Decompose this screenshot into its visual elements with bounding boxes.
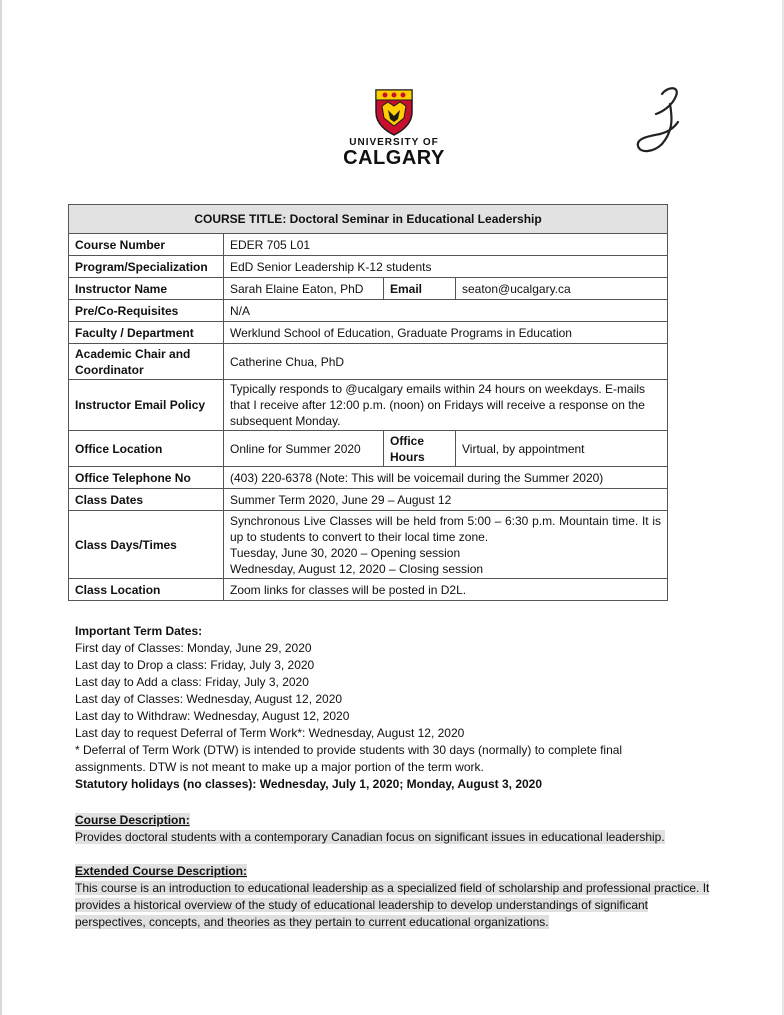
program-value: EdD Senior Leadership K-12 students: [224, 256, 668, 278]
class-dates-value: Summer Term 2020, June 29 – August 12: [224, 489, 668, 511]
table-row: [69, 300, 668, 322]
class-location-label: Class Location: [69, 579, 224, 601]
class-days-line: Wednesday, August 12, 2020 – Closing session: [230, 561, 484, 576]
table-row: [69, 205, 668, 234]
extended-description-section: [75, 863, 715, 931]
table-row: [69, 234, 668, 256]
office-hours-label: Office Hours: [384, 431, 456, 467]
term-date-item: Last day to Add a class: Friday, July 3, 2020: [75, 675, 309, 689]
term-date-item: Last day to Withdraw: Wednesday, August 12, 2020: [75, 709, 350, 723]
table-row: [69, 278, 668, 300]
logo-line2: CALGARY: [343, 147, 445, 169]
page-edge: [0, 0, 2, 1015]
class-location-value: Zoom links for classes will be posted in D2L.: [224, 579, 668, 601]
telephone-label: Office Telephone No: [69, 467, 224, 489]
table-row: [69, 511, 668, 579]
program-label: Program/Specialization: [69, 256, 224, 278]
prereq-value: N/A: [224, 300, 668, 322]
term-dates-section: [75, 623, 715, 793]
course-description-heading: Course Description:: [75, 813, 190, 827]
university-logo: [338, 86, 450, 178]
email-policy-value: Typically responds to @ucalgary emails within 24 hours on weekdays. E-mails that I receive after 12:00 p.m. (noon) on Fridays will receive a response on the subsequent Monday.: [224, 380, 668, 431]
logo-line1: UNIVERSITY OF: [349, 137, 439, 148]
course-number-label: Course Number: [69, 234, 224, 256]
dtw-note: * Deferral of Term Work (DTW) is intended to provide students with 30 days (normally) to complete final assignments. DTW is not meant to make up a major portion of the term work.: [75, 743, 623, 774]
table-row: [69, 431, 668, 467]
course-title: COURSE TITLE: Doctoral Seminar in Educational Leadership: [69, 205, 668, 234]
term-date-item: Last day to Drop a class: Friday, July 3, 2020: [75, 658, 315, 672]
table-row: [69, 579, 668, 601]
class-days-label: Class Days/Times: [69, 511, 224, 579]
class-days-line: Synchronous Live Classes will be held from 5:00 – 6:30 p.m. Mountain time. It is up to students to convert to their local time zone.: [230, 513, 662, 544]
extended-description-text: This course is an introduction to educational leadership as a specialized field of scholarship and professional practice. It provides a historical overview of the study of educational leadership to develop understandings of significant perspectives, concepts, and theories as they pertain to current educational organizations.: [75, 881, 710, 929]
office-hours-value: Virtual, by appointment: [456, 431, 668, 467]
crest-icon: [372, 86, 416, 136]
term-date-item: Last day of Classes: Wednesday, August 12, 2020: [75, 692, 343, 706]
table-row: [69, 344, 668, 380]
email-value: seaton@ucalgary.ca: [456, 278, 668, 300]
extended-description-heading: Extended Course Description:: [75, 864, 248, 878]
table-row: [69, 489, 668, 511]
table-row: [69, 256, 668, 278]
statutory-holidays: Statutory holidays (no classes): Wednesday, July 1, 2020; Monday, August 3, 2020: [75, 777, 543, 791]
table-row: [69, 322, 668, 344]
prereq-label: Pre/Co-Requisites: [69, 300, 224, 322]
course-info-table: [68, 204, 668, 601]
term-dates-heading: Important Term Dates:: [75, 624, 203, 638]
email-policy-label: Instructor Email Policy: [69, 380, 224, 431]
office-location-value: Online for Summer 2020: [224, 431, 384, 467]
table-row: [69, 380, 668, 431]
faculty-value: Werklund School of Education, Graduate Programs in Education: [224, 322, 668, 344]
table-row: [69, 467, 668, 489]
term-date-item: Last day to request Deferral of Term Work*: Wednesday, August 12, 2020: [75, 726, 465, 740]
office-location-label: Office Location: [69, 431, 224, 467]
class-dates-label: Class Dates: [69, 489, 224, 511]
telephone-value: (403) 220-6378 (Note: This will be voicemail during the Summer 2020): [224, 467, 668, 489]
chair-label: Academic Chair and Coordinator: [69, 344, 224, 380]
signature-icon: [632, 82, 692, 162]
class-days-line: Tuesday, June 30, 2020 – Opening session: [230, 545, 461, 560]
class-days-value: [224, 511, 668, 579]
course-description-section: [75, 812, 715, 846]
term-date-item: First day of Classes: Monday, June 29, 2020: [75, 641, 312, 655]
course-number-value: EDER 705 L01: [224, 234, 668, 256]
faculty-label: Faculty / Department: [69, 322, 224, 344]
instructor-value: Sarah Elaine Eaton, PhD: [224, 278, 384, 300]
course-description-text: Provides doctoral students with a contemporary Canadian focus on significant issues in educational leadership.: [75, 830, 665, 844]
chair-value: Catherine Chua, PhD: [224, 344, 668, 380]
instructor-label: Instructor Name: [69, 278, 224, 300]
email-label: Email: [384, 278, 456, 300]
